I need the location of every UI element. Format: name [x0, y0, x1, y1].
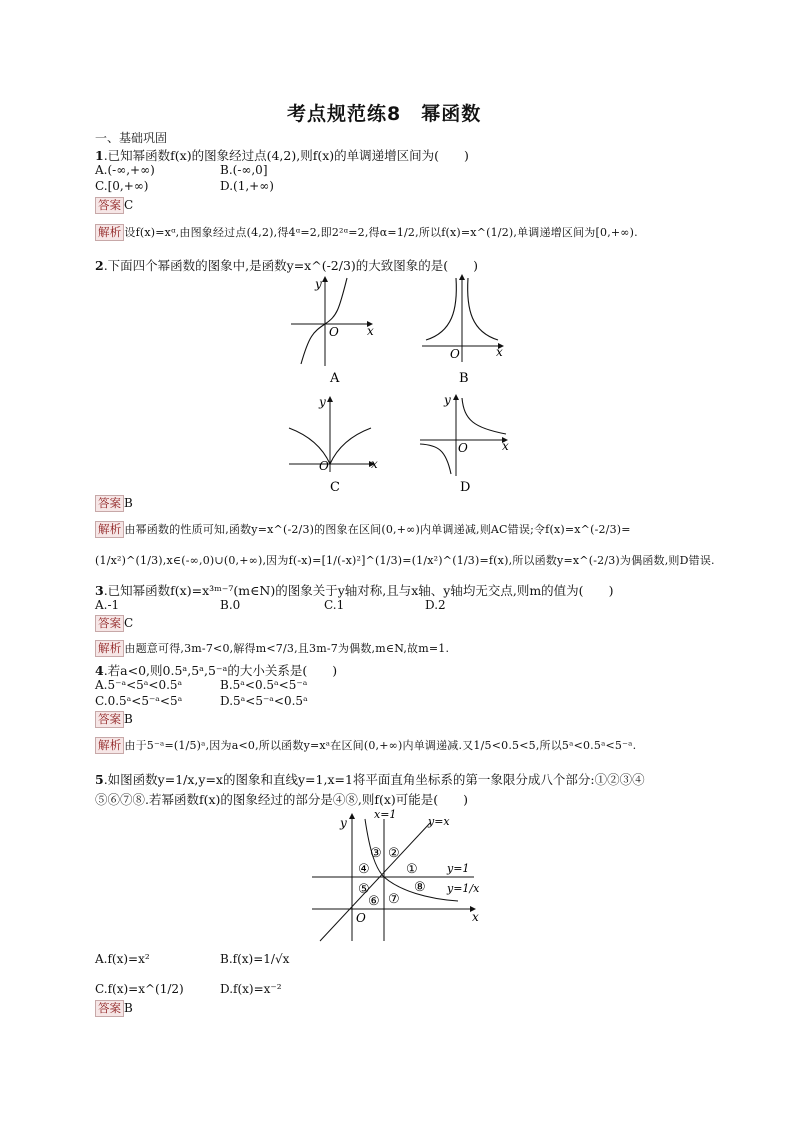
- q1-option-a: A.(-∞,+∞): [95, 163, 155, 177]
- q5-y-label: y: [340, 816, 347, 830]
- q1-explanation: [95, 224, 638, 241]
- q3-text: .已知幂函数f(x)=x³ᵐ⁻⁷(m∈N)的图象关于y轴对称,且与x轴、y轴均无交点,则m的值为( ): [103, 583, 614, 598]
- q3-option-d: D.2: [425, 598, 446, 612]
- answer-tag: 答案: [95, 197, 124, 214]
- q5-number: 5: [95, 772, 104, 787]
- graph-b-curve-left: [426, 278, 456, 340]
- q1-answer: [95, 197, 133, 214]
- q5-region-5: ⑤: [358, 882, 370, 897]
- q4-option-c: C.0.5ᵃ<5⁻ᵃ<5ᵃ: [95, 694, 183, 708]
- q4-option-a: A.5⁻ᵃ<5ᵃ<0.5ᵃ: [95, 678, 183, 692]
- graph-c: [285, 390, 385, 500]
- q5-region-6: ⑥: [368, 894, 380, 909]
- graph-b-label: B: [459, 371, 469, 386]
- answer-tag: 答案: [95, 615, 124, 632]
- graph-a-y-label: y: [315, 277, 322, 291]
- answer-tag: 答案: [95, 1000, 124, 1017]
- q3-explanation-text: 由题意可得,3m-7<0,解得m<7/3,且3m-7为偶数,m∈N,故m=1.: [124, 642, 450, 655]
- graph-a-origin: O: [329, 325, 339, 339]
- q5-region-1: ①: [406, 862, 418, 877]
- q5-answer: [95, 1000, 133, 1017]
- graph-a: [285, 270, 385, 390]
- q4-option-b: B.5ᵃ<0.5ᵃ<5⁻ᵃ: [220, 678, 308, 692]
- q5-option-d: D.f(x)=x⁻²: [220, 982, 282, 996]
- explanation-tag: 解析: [95, 737, 124, 754]
- q3-option-b: B.0: [220, 598, 241, 612]
- q5-region-3: ③: [370, 846, 382, 861]
- graph-a-x-label: x: [367, 324, 374, 338]
- q1-stem: [95, 146, 469, 164]
- graph-d-y-label: y: [444, 393, 451, 407]
- q5-x-label: x: [472, 910, 479, 924]
- q4-stem: [95, 661, 337, 679]
- graph-b-x-label: x: [496, 345, 503, 359]
- page-title: 考点规范练8 幂函数: [287, 103, 482, 125]
- q5-label-yx: y=x: [428, 815, 450, 828]
- q4-text: .若a<0,则0.5ᵃ,5ᵃ,5⁻ᵃ的大小关系是( ): [103, 663, 338, 678]
- q1-explanation-text: 设f(x)=xᵅ,由图象经过点(4,2),得4ᵅ=2,即2²ᵅ=2,得α=1/2,所以f(x)=x^(1/2),单调递增区间为[0,+∞).: [124, 226, 638, 239]
- q1-number: 1: [95, 148, 104, 163]
- graph-b-curve-right: [468, 278, 498, 340]
- graph-d: [418, 390, 518, 500]
- q1-option-d: D.(1,+∞): [220, 179, 274, 193]
- q5-option-c: C.f(x)=x^(1/2): [95, 982, 184, 996]
- q3-answer-value: C: [124, 616, 134, 630]
- q2-answer: [95, 495, 133, 512]
- explanation-tag: 解析: [95, 224, 124, 241]
- graph-a-label: A: [330, 371, 340, 386]
- q3-option-a: A.-1: [95, 598, 120, 612]
- q5-stem-line2: ⑤⑥⑦⑧.若幂函数f(x)的图象经过的部分是④⑧,则f(x)可能是( ): [95, 792, 469, 807]
- graph-c-y-label: y: [319, 395, 326, 409]
- graph-b-origin: O: [450, 347, 460, 361]
- graph-c-x-label: x: [371, 457, 378, 471]
- explanation-tag: 解析: [95, 521, 124, 538]
- q4-explanation: [95, 737, 636, 754]
- q4-answer-value: B: [124, 712, 133, 726]
- graph-a-curve: [301, 278, 347, 364]
- q5-text-1: .如图函数y=1/x,y=x的图象和直线y=1,x=1将平面直角坐标系的第一象限分成八个部分:①②③④: [103, 772, 645, 787]
- q5-region-2: ②: [388, 846, 400, 861]
- graph-c-label: C: [330, 480, 340, 495]
- q5-region-7: ⑦: [388, 892, 400, 907]
- graph-c-origin: O: [319, 459, 329, 473]
- q1-text: .已知幂函数f(x)的图象经过点(4,2),则f(x)的单调递增区间为( ): [103, 148, 469, 163]
- q2-number: 2: [95, 258, 104, 273]
- graph-b: [418, 270, 518, 390]
- q1-option-c: C.[0,+∞): [95, 179, 149, 193]
- q5-label-y1x: y=1/x: [447, 882, 480, 895]
- q5-figure: [308, 805, 490, 945]
- q2-text: .下面四个幂函数的图象中,是函数y=x^(-2/3)的大致图象的是( ): [103, 258, 479, 273]
- q5-answer-value: B: [124, 1001, 133, 1015]
- graph-d-x-label: x: [502, 439, 509, 453]
- q3-answer: [95, 615, 133, 632]
- q5-origin: O: [356, 911, 366, 925]
- answer-tag: 答案: [95, 711, 124, 728]
- answer-tag: 答案: [95, 495, 124, 512]
- q3-stem: [95, 581, 613, 599]
- q1-option-b: B.(-∞,0]: [220, 163, 268, 177]
- q4-explanation-text: 由于5⁻ᵃ=(1/5)ᵃ,因为a<0,所以函数y=xᵃ在区间(0,+∞)内单调递减.又1/5<0.5<5,所以5ᵃ<0.5ᵃ<5⁻ᵃ.: [124, 739, 637, 752]
- graph-d-label: D: [460, 480, 471, 495]
- section-heading: 一、基础巩固: [95, 131, 168, 145]
- q3-option-c: C.1: [324, 598, 345, 612]
- q5-region-4: ④: [358, 862, 370, 877]
- q2-answer-value: B: [124, 496, 133, 510]
- q3-explanation: [95, 640, 449, 657]
- q2-explanation-line1: [95, 521, 631, 538]
- q5-label-x1: x=1: [374, 808, 397, 821]
- q5-region-8: ⑧: [414, 880, 426, 895]
- q5-option-a: A.f(x)=x²: [95, 952, 150, 966]
- q1-answer-value: C: [124, 198, 134, 212]
- q4-answer: [95, 711, 133, 728]
- graph-d-curve-left: [420, 444, 451, 474]
- q5-stem-line1: [95, 770, 645, 788]
- q4-number: 4: [95, 663, 104, 678]
- graph-d-origin: O: [458, 441, 468, 455]
- q4-option-d: D.5ᵃ<5⁻ᵃ<0.5ᵃ: [220, 694, 308, 708]
- q5-option-b: B.f(x)=1/√x: [220, 952, 290, 966]
- explanation-tag: 解析: [95, 640, 124, 657]
- q2-explanation-text-1: 由幂函数的性质可知,函数y=x^(-2/3)的图象在区间(0,+∞)内单调递减,则AC错误;令f(x)=x^(-2/3)=: [124, 523, 631, 536]
- q5-label-y1: y=1: [447, 862, 470, 875]
- q3-number: 3: [95, 583, 104, 598]
- q2-explanation-line2: (1/x²)^(1/3),x∈(-∞,0)∪(0,+∞),因为f(-x)=[1/(-x)²]^(1/3)=(1/x²)^(1/3)=f(x),所以函数y=x^(-2/3)为偶函数,则D错误.: [95, 554, 715, 567]
- graph-d-curve-right: [462, 398, 506, 434]
